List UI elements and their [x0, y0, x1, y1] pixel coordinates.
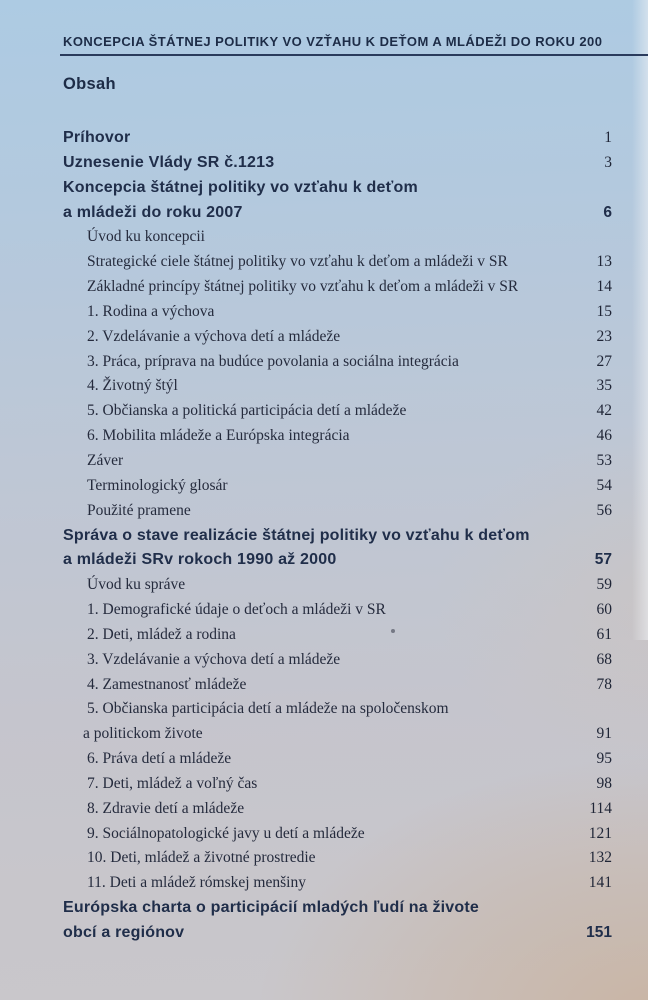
- toc-entry-title: 11. Deti a mládež rómskej menšiny: [87, 874, 306, 892]
- toc-entry-title: Použité pramene: [87, 501, 191, 519]
- toc-page-number: 68: [596, 650, 612, 668]
- running-header: KONCEPCIA ŠTÁTNEJ POLITIKY VO VZŤAHU K DEŤOM A MLÁDEŽI DO ROKU 200: [60, 34, 648, 56]
- toc-row: [63, 176, 612, 201]
- toc-entry-title: 1. Rodina a výchova: [87, 302, 215, 320]
- toc-row: [63, 449, 612, 474]
- toc-row: [63, 225, 612, 250]
- toc-row: [63, 573, 612, 598]
- toc-page-number: 56: [596, 501, 612, 519]
- toc-page-number: 132: [588, 849, 612, 867]
- toc-page-number: 98: [596, 774, 612, 792]
- toc-page-number: 53: [596, 451, 612, 469]
- toc-page-number: 42: [596, 402, 612, 420]
- toc-entry-title: 6. Práva detí a mládeže: [87, 750, 232, 768]
- toc-row: [63, 896, 612, 921]
- toc-entry-title: Správa o stave realizácie štátnej politiky vo vzťahu k deťom: [63, 526, 530, 544]
- toc-row: [63, 623, 612, 648]
- toc-entry-title: 2. Vzdelávanie a výchova detí a mládeže: [87, 327, 341, 345]
- toc-entry-title: 2. Deti, mládež a rodina: [87, 625, 236, 643]
- toc-row: [63, 871, 612, 896]
- scan-speck: [391, 629, 395, 633]
- toc-row: [63, 921, 612, 946]
- toc-page-number: 35: [596, 377, 612, 395]
- toc-row: [63, 747, 612, 772]
- toc-entry-title: 8. Zdravie detí a mládeže: [87, 799, 245, 817]
- toc-entry-title: Uznesenie Vlády SR č.1213: [63, 153, 275, 171]
- toc-row: [63, 697, 612, 722]
- toc-row: [63, 673, 612, 698]
- toc-page-number: 46: [596, 427, 612, 445]
- toc-row: [63, 524, 612, 549]
- toc-entry-title: 1. Demografické údaje o deťoch a mládeži v SR: [87, 601, 386, 619]
- toc-page-number: 13: [596, 253, 612, 271]
- toc-page-number: 95: [596, 750, 612, 768]
- toc-row: [63, 126, 612, 151]
- toc-page-number: 27: [596, 352, 612, 370]
- toc-page-number: 151: [586, 924, 612, 941]
- toc-entry-title: Príhovor: [63, 129, 131, 146]
- toc-row: [63, 350, 612, 375]
- toc-row: [63, 300, 612, 325]
- toc-entry-title: 7. Deti, mládež a voľný čas: [87, 774, 258, 792]
- toc-entry-title: a mládeži SRv rokoch 1990 až 2000: [63, 551, 337, 569]
- toc-page-number: 141: [588, 874, 612, 892]
- toc-entry-title: Základné princípy štátnej politiky vo vzťahu k deťom a mládeži v SR: [87, 278, 519, 296]
- toc-page-number: 1: [604, 129, 612, 146]
- toc-page-number: 14: [596, 278, 612, 296]
- toc-row: [63, 250, 612, 275]
- toc-row: [63, 399, 612, 424]
- toc-page-number: 54: [596, 476, 612, 494]
- toc-page-number: 61: [596, 625, 612, 643]
- toc-row: [63, 772, 612, 797]
- toc-row: [63, 151, 612, 176]
- toc-row: [63, 374, 612, 399]
- toc-page-number: 15: [596, 302, 612, 320]
- toc-entry-title: Záver: [87, 451, 124, 469]
- toc-page-number: 91: [596, 725, 612, 743]
- table-of-contents: [63, 126, 612, 946]
- toc-entry-title: 5. Občianska a politická participácia detí a mládeže: [87, 402, 407, 420]
- toc-row: [63, 424, 612, 449]
- toc-entry-title: 6. Mobilita mládeže a Európska integrácia: [87, 427, 350, 445]
- toc-entry-title: Koncepcia štátnej politiky vo vzťahu k deťom: [63, 178, 418, 196]
- toc-page-number: 121: [588, 824, 612, 842]
- toc-entry-title: Strategické ciele štátnej politiky vo vzťahu k deťom a mládeži v SR: [87, 253, 508, 271]
- toc-row: [63, 548, 612, 573]
- toc-entry-title: Terminologický glosár: [87, 476, 228, 494]
- toc-page-number: 59: [596, 576, 612, 594]
- toc-row: [63, 797, 612, 822]
- toc-entry-title: Úvod ku koncepcii: [87, 228, 205, 246]
- toc-page-number: 78: [596, 675, 612, 693]
- toc-page-number: 3: [604, 153, 612, 171]
- toc-page-number: 60: [596, 601, 612, 619]
- toc-page-number: 114: [589, 799, 612, 817]
- toc-entry-title: Úvod ku správe: [87, 576, 186, 594]
- toc-row: [63, 822, 612, 847]
- page-edge-highlight: [632, 0, 648, 640]
- toc-entry-title: 3. Vzdelávanie a výchova detí a mládeže: [87, 650, 341, 668]
- toc-row: [63, 201, 612, 226]
- toc-row: [63, 722, 612, 747]
- toc-entry-title: obcí a regiónov: [63, 924, 185, 941]
- toc-entry-title: 5. Občianska participácia detí a mládeže na spoločenskom: [87, 700, 449, 718]
- toc-row: [63, 499, 612, 524]
- toc-page-number: 23: [596, 327, 612, 345]
- toc-row: [63, 648, 612, 673]
- toc-entry-title: a politickom živote: [83, 725, 203, 743]
- toc-row: [63, 275, 612, 300]
- toc-row: [63, 598, 612, 623]
- toc-page-number: 57: [594, 551, 612, 569]
- toc-entry-title: a mládeži do roku 2007: [63, 203, 243, 221]
- toc-entry-title: 10. Deti, mládež a životné prostredie: [87, 849, 316, 867]
- toc-entry-title: Európska charta o participácií mladých ľudí na živote: [63, 899, 479, 917]
- page-title: Obsah: [63, 75, 116, 93]
- toc-row: [63, 846, 612, 871]
- toc-entry-title: 4. Zamestnanosť mládeže: [87, 675, 247, 693]
- toc-entry-title: 4. Životný štýl: [87, 377, 178, 395]
- toc-entry-title: 3. Práca, príprava na budúce povolania a sociálna integrácia: [87, 352, 459, 370]
- toc-page-number: 6: [603, 203, 612, 221]
- toc-row: [63, 325, 612, 350]
- toc-entry-title: 9. Sociálnopatologické javy u detí a mládeže: [87, 824, 365, 842]
- toc-row: [63, 474, 612, 499]
